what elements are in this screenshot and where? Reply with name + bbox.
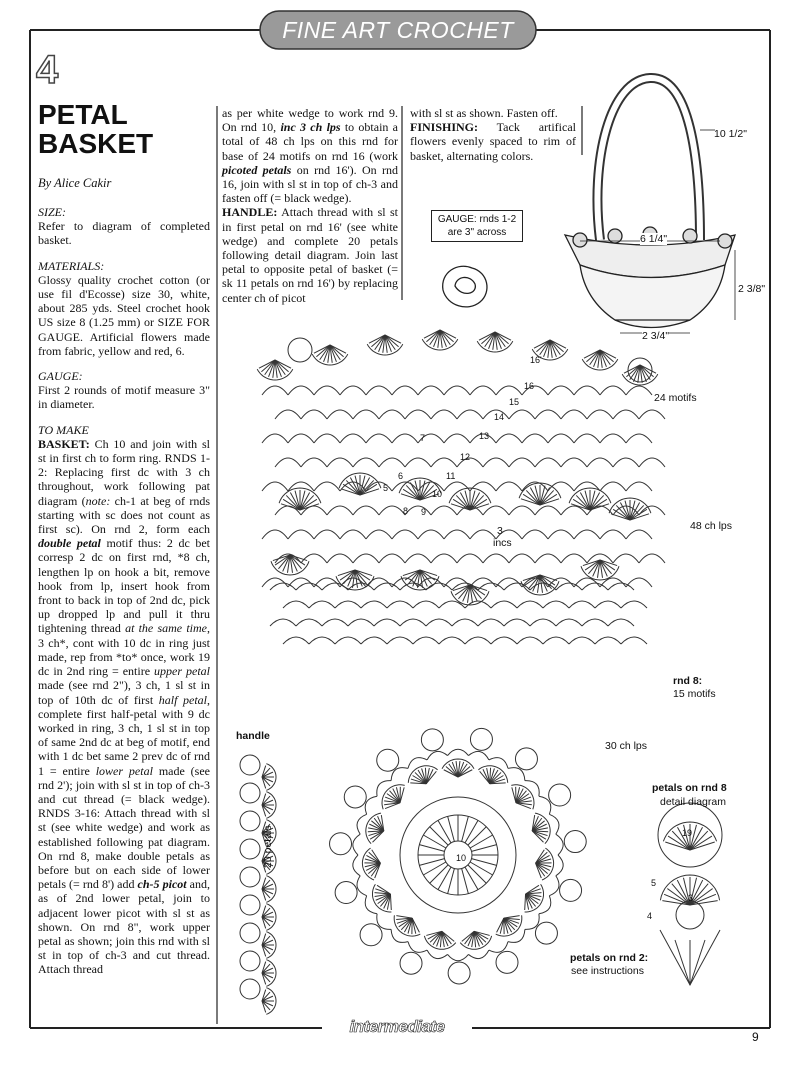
basket-text-8: and, as of 2nd lower petal, join to adjacent lower picot with sl st as shown. On rnd 8", work upper petal as shown; join this rnd with sl st in top of ch-3 and cut thread. Attach thread bbox=[38, 877, 210, 977]
mid-text-1: as per white wedge to work rnd 9. On rnd 10, bbox=[222, 106, 398, 135]
round-number: 10 bbox=[432, 489, 443, 499]
handle-diagram-label: handle bbox=[236, 730, 270, 742]
left-column bbox=[38, 205, 210, 977]
basket-illustration bbox=[565, 78, 735, 328]
lps-30-label: 30 ch lps bbox=[605, 740, 648, 752]
detail-round-5: 5 bbox=[651, 878, 657, 888]
right-text-1: with sl st as shown. Fasten off. bbox=[410, 106, 558, 120]
mid-text-3: on rnd 16'). On rnd 16, join with sl st in top of ch-3 and fasten off (= black wedge). bbox=[222, 162, 398, 206]
mid-text-4: Attach thread with sl st in first petal on rnd 16' (see white wedge) and complete 20 petals following detail diagram. Join last petal to opposite petal of basket (= sk 11 petals on rnd 16') by replacing center ch of picot bbox=[222, 205, 398, 305]
basket-text-5: made (see rnd 2"), 3 ch, 1 sl st in top of 10th dc of first bbox=[38, 678, 210, 707]
upper-petal-term: upper petal bbox=[154, 664, 210, 679]
basket-text-2: ch-1 at beg of rnds starting with sc does not count as first sc). On rnd 2, form each bbox=[38, 493, 210, 537]
width-label: 6 1/4" bbox=[640, 233, 668, 245]
page-number: 9 bbox=[752, 1030, 759, 1044]
size-text: Refer to diagram of completed basket. bbox=[38, 219, 210, 248]
rnd8-label: rnd 8: bbox=[673, 675, 703, 687]
materials-text: Glossy quality crochet cotton (or use fil d'Ecosse) size 30, white, about 285 yds. Steel crochet hook US size 8 (1.25 mm) or SIZE FOR GAUGE. Artificial flowers made from fabric, yellow and red, 6. bbox=[38, 272, 210, 358]
motifs-15-label: 15 motifs bbox=[673, 688, 716, 700]
round-number: 14 bbox=[494, 412, 505, 422]
upper-chart-mesh bbox=[257, 330, 665, 644]
pattern-title: PETAL BASKET bbox=[38, 99, 154, 159]
to-make-heading: TO MAKE bbox=[38, 422, 89, 437]
byline: By Alice Cakir bbox=[38, 176, 112, 190]
basket-text-6: , complete first half-petal with 9 dc worked in ring, 3 ch, 1 sl st in top of same 2nd dc at beg of motif, end with 1 dc bet same 2 prev dc of rnd 1 = entire bbox=[38, 692, 210, 778]
round-number: 5 bbox=[383, 483, 389, 493]
petals-20-label: 20 petals bbox=[262, 825, 274, 868]
round-number: 8 bbox=[403, 506, 409, 516]
round-number: 15 bbox=[509, 397, 520, 407]
detail-round-19: 19 bbox=[682, 828, 693, 838]
detail-round-3: 3 bbox=[688, 893, 694, 903]
right-text-2: Tack artifical flowers evenly spaced to rim of basket, alternating colors. bbox=[410, 120, 576, 163]
round-number: 6 bbox=[398, 471, 404, 481]
basket-text-7: made (see rnd 2'); join with sl st in top of ch-3 and cut thread (= black wedge). RNDS 3-16: Attach thread with sl st (see white wedge) and work as established following pat diagram. On rnd 8, make double petals as before but on each side of lower petals (= rnd 8') add bbox=[38, 763, 210, 892]
note-label: note: bbox=[85, 493, 111, 508]
finishing-label: FINISHING: bbox=[410, 120, 479, 135]
round-number: 7 bbox=[420, 433, 426, 443]
side-label: 2 3/8" bbox=[738, 283, 766, 295]
gauge-text: First 2 rounds of motif measure 3" in diameter. bbox=[38, 383, 210, 412]
handle-label: HANDLE: bbox=[222, 205, 278, 220]
basket-label: BASKET: bbox=[38, 436, 90, 451]
double-petal-term: double petal bbox=[38, 536, 101, 551]
materials-heading: MATERIALS: bbox=[38, 258, 105, 273]
basket-text-1: Ch 10 and join with sl st in first ch to form ring. RNDS 1-2: Replacing first dc with 3 ch throughout, work following pat diagram ( bbox=[38, 436, 210, 508]
mid-text-2: to obtain a total of 48 ch lps on this rnd for base of 24 motifs on rnd 16 (work bbox=[222, 120, 399, 163]
round-number: 11 bbox=[446, 471, 456, 481]
lower-petal-term: lower petal bbox=[95, 763, 153, 778]
picoted-petals-term: picoted petals bbox=[222, 162, 292, 177]
rose-illustration bbox=[443, 266, 487, 307]
basket-text-3: motif thus: 2 dc bet corresp 2 dc on first rnd, *8 ch, lengthen lp on hook a bit, remove hook from lp, insert hook from front to back in top of 2nd dc, pick up dropped lp and pull it thru tightening thread bbox=[38, 536, 210, 636]
detail-round-4: 4 bbox=[647, 911, 653, 921]
inc-ch-lps-term: inc 3 ch lps bbox=[280, 120, 341, 135]
base-label: 2 3/4" bbox=[642, 330, 670, 342]
round-number: 9 bbox=[421, 507, 427, 517]
skill-level: intermediate bbox=[349, 1017, 445, 1036]
petals-rnd2-label: petals on rnd 2: bbox=[570, 952, 649, 964]
see-instructions-label: see instructions bbox=[571, 965, 644, 977]
height-label: 10 1/2" bbox=[714, 128, 747, 140]
handle-strip bbox=[240, 755, 276, 1014]
basket-text-4: , 3 ch*, cont with 10 dc in ring just made, rep from *to* once, work 19 dc in 2nd ring = entire bbox=[38, 621, 210, 679]
ch5-picot-term: ch-5 picot bbox=[137, 877, 187, 892]
center-incs-label: incs bbox=[493, 537, 512, 549]
size-heading: SIZE: bbox=[38, 205, 66, 219]
lps-48-label: 48 ch lps bbox=[690, 520, 733, 532]
gauge-heading: GAUGE: bbox=[38, 369, 83, 384]
round-number: 16' bbox=[530, 355, 542, 365]
banner-title: FINE ART CROCHET bbox=[282, 17, 514, 43]
pattern-number: 4 bbox=[36, 48, 59, 92]
motifs-24-label: 24 motifs bbox=[654, 392, 697, 404]
round-number: 16 bbox=[524, 381, 535, 391]
petals-rnd8-label: petals on rnd 8 bbox=[652, 782, 727, 794]
round-number: 13 bbox=[479, 431, 490, 441]
round-number: 12 bbox=[460, 452, 471, 462]
center-3-label: 3 bbox=[497, 525, 503, 537]
half-petal-term: half petal bbox=[158, 692, 207, 707]
center-10-label: 10 bbox=[456, 853, 467, 863]
detail-diagram-label: detail diagram bbox=[660, 796, 726, 808]
at-same-time-term: at the same time bbox=[125, 621, 207, 636]
gauge-note-box: GAUGE: rnds 1-2 are 3" across bbox=[431, 210, 523, 242]
